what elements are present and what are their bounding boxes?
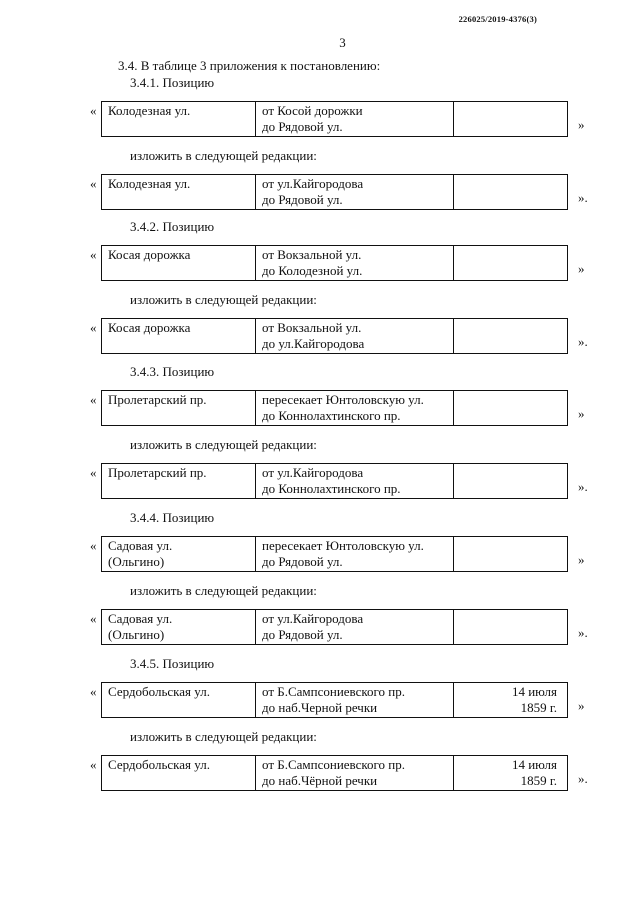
- cell-line: [108, 263, 250, 279]
- cell-line: до Колодезной ул.: [262, 263, 363, 278]
- open-quote: «: [90, 320, 97, 335]
- street-range-cell: [256, 683, 454, 718]
- open-quote: «: [90, 392, 97, 407]
- street-range-cell: [256, 464, 454, 499]
- cell-line: [460, 103, 557, 119]
- date-cell: [454, 610, 568, 645]
- new-position-table: [101, 463, 568, 499]
- position-label: 3.4.4. Позицию: [130, 510, 215, 525]
- new-position-table: [101, 609, 568, 645]
- cell-line: Садовая ул.: [108, 538, 173, 553]
- table-row: [102, 756, 568, 791]
- cell-line: (Ольгино): [108, 554, 165, 569]
- street-name-cell: [102, 246, 256, 281]
- street-range-cell: [256, 246, 454, 281]
- cell-line: Пролетарский пр.: [108, 392, 207, 407]
- table-row: [102, 610, 568, 645]
- position-label: 3.4.3. Позицию: [130, 364, 215, 379]
- cell-line: до Рядовой ул.: [262, 554, 343, 569]
- cell-line: Косая дорожка: [108, 247, 191, 262]
- cell-line: [460, 627, 557, 643]
- cell-line: 14 июля: [511, 757, 557, 772]
- new-position-table: [101, 755, 568, 791]
- cell-line: от ул.Кайгородова: [262, 465, 364, 480]
- cell-line: от ул.Кайгородова: [262, 176, 364, 191]
- intro-heading: 3.4. В таблице 3 приложения к постановлению:: [118, 58, 381, 73]
- close-quote: »: [578, 698, 585, 713]
- table-row: [102, 683, 568, 718]
- cell-line: [460, 263, 557, 279]
- street-name-cell: [102, 610, 256, 645]
- instruction-text: изложить в следующей редакции:: [130, 437, 317, 452]
- open-quote: «: [90, 103, 97, 118]
- street-range-cell: [256, 756, 454, 791]
- cell-line: [460, 247, 557, 263]
- instruction-text: изложить в следующей редакции:: [130, 729, 317, 744]
- date-cell: [454, 683, 568, 718]
- cell-line: [460, 336, 557, 352]
- cell-line: от Б.Сампсониевского пр.: [262, 757, 406, 772]
- cell-line: Сердобольская ул.: [108, 757, 210, 772]
- cell-line: [460, 481, 557, 497]
- cell-line: [460, 611, 557, 627]
- position-label: 3.4.1. Позицию: [130, 75, 215, 90]
- street-name-cell: [102, 175, 256, 210]
- table-row: [102, 464, 568, 499]
- instruction-text: изложить в следующей редакции:: [130, 292, 317, 307]
- close-quote: ».: [578, 625, 588, 640]
- street-name-cell: [102, 319, 256, 354]
- cell-line: пересекает Юнтоловскую ул.: [262, 538, 424, 553]
- table-row: [102, 537, 568, 572]
- cell-line: [460, 465, 557, 481]
- cell-line: Косая дорожка: [108, 320, 191, 335]
- new-position-table: [101, 174, 568, 210]
- cell-line: до наб.Черной речки: [262, 700, 378, 715]
- position-label: 3.4.2. Позицию: [130, 219, 215, 234]
- cell-line: Колодезная ул.: [108, 176, 191, 191]
- street-range-cell: [256, 102, 454, 137]
- old-position-table: [101, 101, 568, 137]
- cell-line: [460, 392, 557, 408]
- cell-line: от ул.Кайгородова: [262, 611, 364, 626]
- cell-line: [460, 192, 557, 208]
- open-quote: «: [90, 465, 97, 480]
- street-name-cell: [102, 464, 256, 499]
- old-position-table: [101, 536, 568, 572]
- cell-line: до Рядовой ул.: [262, 192, 343, 207]
- cell-line: Садовая ул.: [108, 611, 173, 626]
- cell-line: от Б.Сампсониевского пр.: [262, 684, 406, 699]
- street-range-cell: [256, 175, 454, 210]
- date-cell: [454, 246, 568, 281]
- street-range-cell: [256, 537, 454, 572]
- cell-line: [460, 320, 557, 336]
- cell-line: [108, 192, 250, 208]
- street-name-cell: [102, 102, 256, 137]
- table-row: [102, 102, 568, 137]
- open-quote: «: [90, 611, 97, 626]
- cell-line: до Коннолахтинского пр.: [262, 408, 401, 423]
- cell-line: [460, 119, 557, 135]
- instruction-text: изложить в следующей редакции:: [130, 583, 317, 598]
- cell-line: до ул.Кайгородова: [262, 336, 365, 351]
- close-quote: »: [578, 117, 585, 132]
- cell-line: [108, 336, 250, 352]
- old-position-table: [101, 245, 568, 281]
- street-name-cell: [102, 683, 256, 718]
- open-quote: «: [90, 757, 97, 772]
- cell-line: 1859 г.: [520, 773, 557, 788]
- cell-line: 14 июля: [511, 684, 557, 699]
- cell-line: Сердобольская ул.: [108, 684, 210, 699]
- street-name-cell: [102, 391, 256, 426]
- cell-line: [108, 408, 250, 424]
- table-row: [102, 319, 568, 354]
- cell-line: 1859 г.: [520, 700, 557, 715]
- close-quote: »: [578, 406, 585, 421]
- cell-line: до Рядовой ул.: [262, 119, 343, 134]
- cell-line: от Вокзальной ул.: [262, 247, 362, 262]
- close-quote: ».: [578, 771, 588, 786]
- date-cell: [454, 756, 568, 791]
- date-cell: [454, 175, 568, 210]
- close-quote: »: [578, 261, 585, 276]
- cell-line: до Рядовой ул.: [262, 627, 343, 642]
- cell-line: до Коннолахтинского пр.: [262, 481, 401, 496]
- street-range-cell: [256, 391, 454, 426]
- cell-line: до наб.Чёрной речки: [262, 773, 378, 788]
- open-quote: «: [90, 684, 97, 699]
- cell-line: Пролетарский пр.: [108, 465, 207, 480]
- open-quote: «: [90, 247, 97, 262]
- cell-line: [108, 481, 250, 497]
- cell-line: [460, 408, 557, 424]
- open-quote: «: [90, 176, 97, 191]
- old-position-table: [101, 390, 568, 426]
- date-cell: [454, 102, 568, 137]
- new-position-table: [101, 318, 568, 354]
- street-range-cell: [256, 610, 454, 645]
- street-name-cell: [102, 756, 256, 791]
- date-cell: [454, 391, 568, 426]
- position-label: 3.4.5. Позицию: [130, 656, 215, 671]
- page-number: 3: [339, 35, 346, 50]
- cell-line: (Ольгино): [108, 627, 165, 642]
- cell-line: [460, 176, 557, 192]
- close-quote: ».: [578, 334, 588, 349]
- close-quote: »: [578, 552, 585, 567]
- date-cell: [454, 319, 568, 354]
- cell-line: от Косой дорожки: [262, 103, 363, 118]
- cell-line: [460, 554, 557, 570]
- date-cell: [454, 537, 568, 572]
- table-row: [102, 246, 568, 281]
- doc-number: 226025/2019-4376(3): [458, 14, 537, 24]
- open-quote: «: [90, 538, 97, 553]
- old-position-table: [101, 682, 568, 718]
- street-range-cell: [256, 319, 454, 354]
- cell-line: [108, 700, 250, 716]
- cell-line: [460, 538, 557, 554]
- cell-line: пересекает Юнтоловскую ул.: [262, 392, 424, 407]
- instruction-text: изложить в следующей редакции:: [130, 148, 317, 163]
- cell-line: [108, 773, 250, 789]
- close-quote: ».: [578, 190, 588, 205]
- street-name-cell: [102, 537, 256, 572]
- table-row: [102, 175, 568, 210]
- close-quote: ».: [578, 479, 588, 494]
- cell-line: Колодезная ул.: [108, 103, 191, 118]
- table-row: [102, 391, 568, 426]
- cell-line: [108, 119, 250, 135]
- cell-line: от Вокзальной ул.: [262, 320, 362, 335]
- date-cell: [454, 464, 568, 499]
